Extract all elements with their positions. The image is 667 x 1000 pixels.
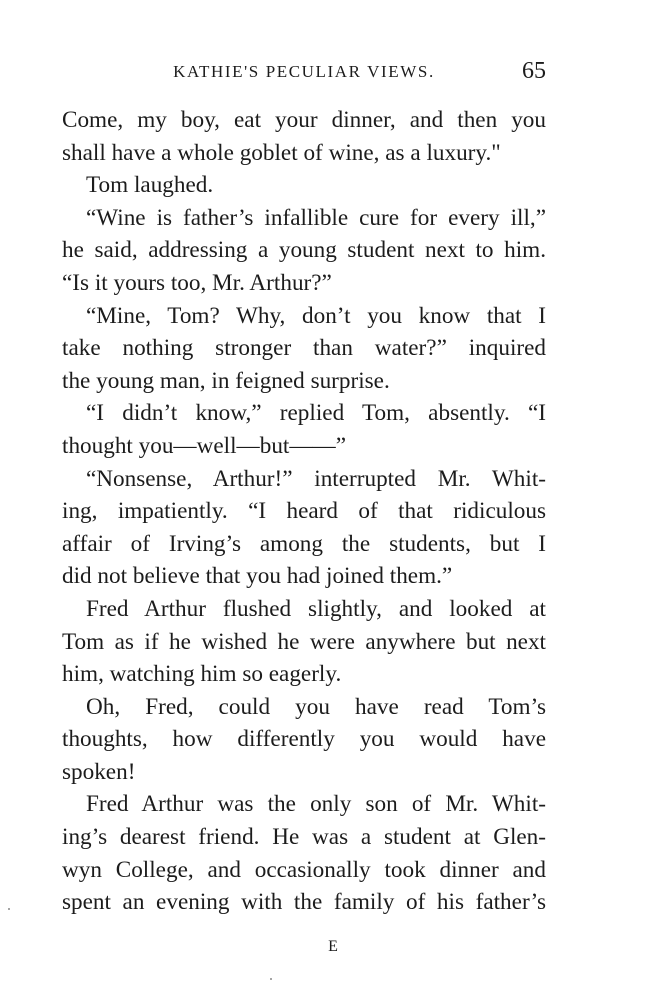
text-line: “Is it yours too, Mr. Arthur?” <box>62 269 332 296</box>
text-line: Oh, Fred, could you have read Tom’s <box>86 693 546 720</box>
text-line: “Wine is father’s infallible cure for every ill,” <box>86 204 546 231</box>
text-line: “Nonsense, Arthur!” interrupted Mr. Whit- <box>86 465 546 492</box>
text-line: “I didn’t know,” replied Tom, absently. “I <box>86 400 546 427</box>
body-text <box>62 104 546 919</box>
text-line: wyn College, and occasionally took dinner and <box>62 856 546 883</box>
text-line: Fred Arthur flushed slightly, and looked at <box>86 595 546 622</box>
text-line: shall have a whole goblet of wine, as a luxury." <box>62 139 501 166</box>
text-line: the young man, in feigned surprise. <box>62 367 390 394</box>
text-line: Tom laughed. <box>86 172 214 199</box>
running-head <box>62 58 546 88</box>
signature-mark: E <box>328 938 339 955</box>
print-speck <box>8 908 10 910</box>
text-line: Tom as if he wished he were anywhere but next <box>62 628 546 655</box>
text-line: take nothing stronger than water?” inquired <box>62 335 546 362</box>
text-line: ing’s dearest friend. He was a student at Glen- <box>62 824 546 851</box>
text-line: affair of Irving’s among the students, but I <box>62 530 546 557</box>
text-line: Fred Arthur was the only son of Mr. Whit- <box>86 791 546 818</box>
page-number: 65 <box>522 58 546 84</box>
text-line: thoughts, how differently you would have <box>62 726 546 753</box>
print-speck <box>270 978 272 980</box>
text-line: he said, addressing a young student next to him. <box>62 237 546 264</box>
text-line: spoken! <box>62 758 136 785</box>
text-line: did not believe that you had joined them.” <box>62 563 453 590</box>
text-line: him, watching him so eagerly. <box>62 661 342 688</box>
text-line: thought you—well—but——” <box>62 432 347 459</box>
text-line: Come, my boy, eat your dinner, and then you <box>62 107 546 133</box>
text-line: ing, impatiently. “I heard of that ridiculous <box>62 498 546 525</box>
text-line: spent an evening with the family of his father’s <box>62 889 546 916</box>
text-line: “Mine, Tom? Why, don’t you know that I <box>86 302 546 329</box>
running-title: KATHIE'S PECULIAR VIEWS. <box>173 62 435 81</box>
